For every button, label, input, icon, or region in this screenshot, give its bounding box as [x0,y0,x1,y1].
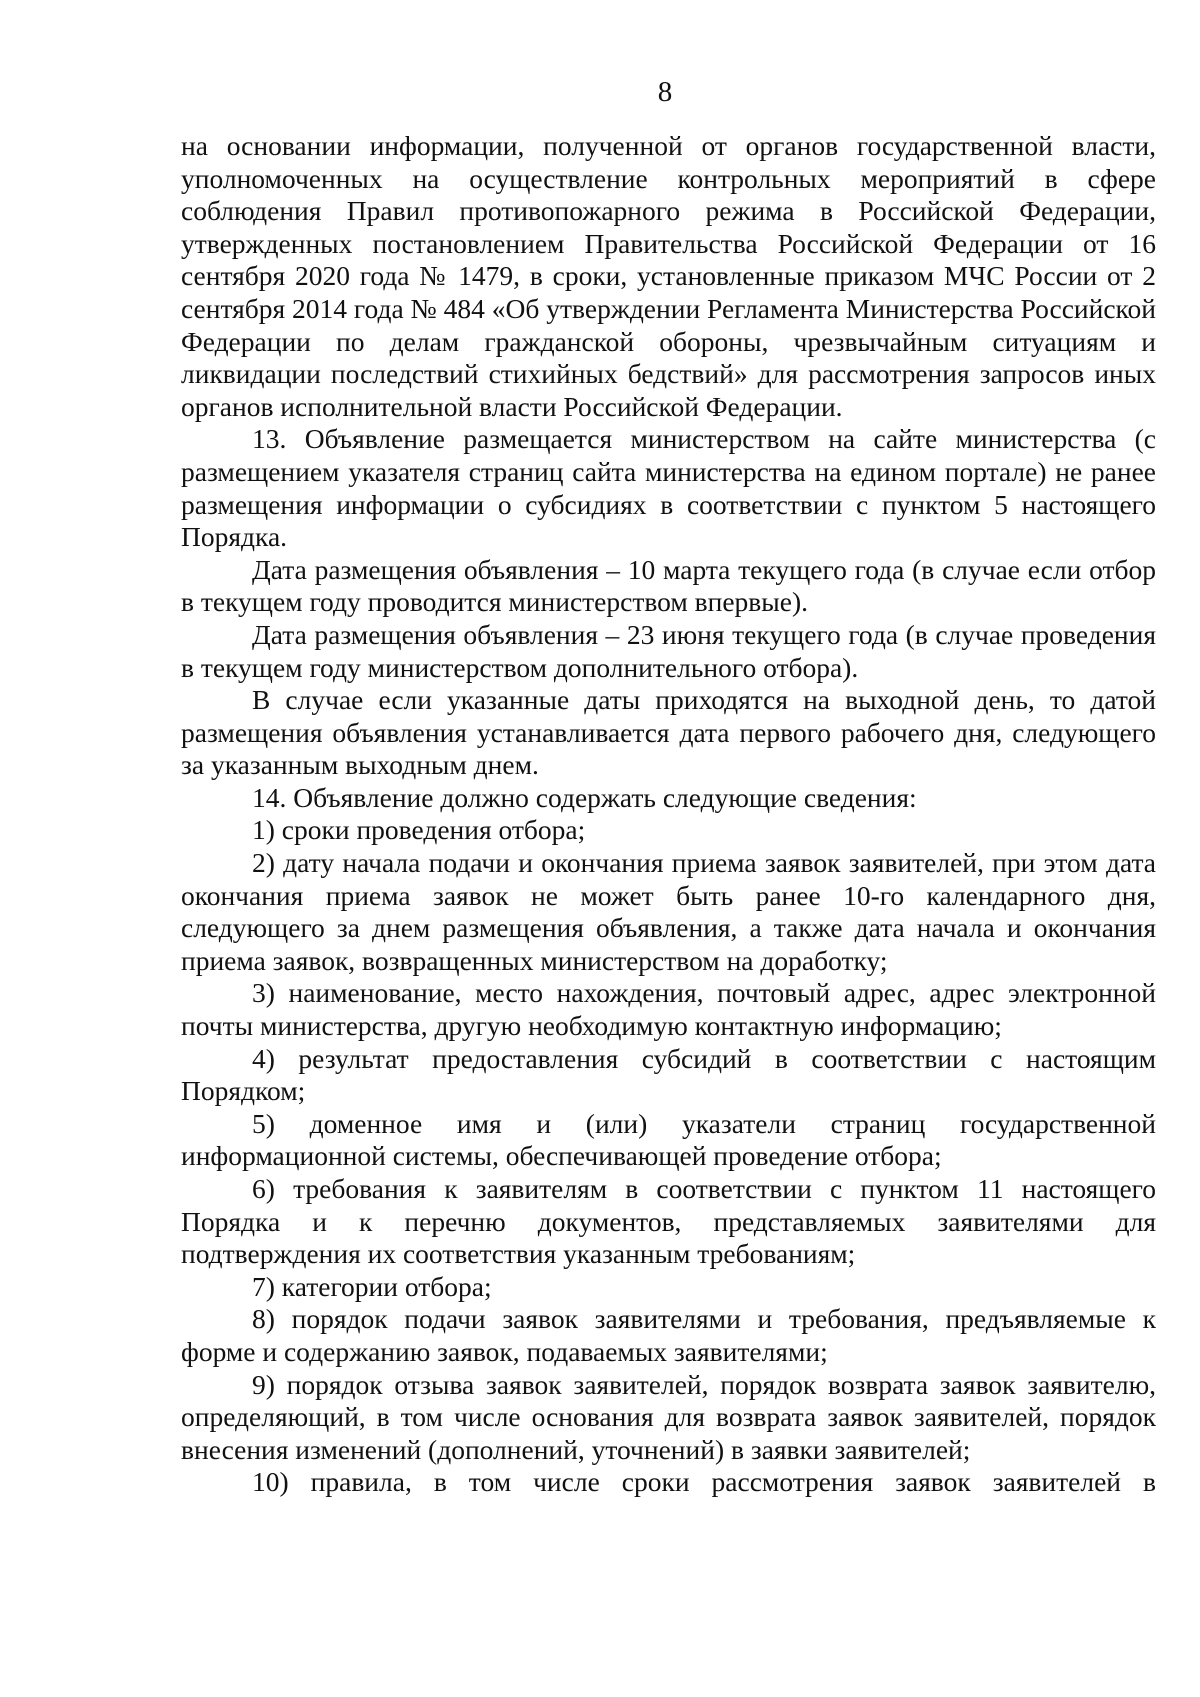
list-item-7: 7) категории отбора; [252,1270,492,1302]
list-item-1: 1) сроки проведения отбора; [252,814,586,846]
paragraph-item-13: 13. Объявление размещается министерством на сайте министерства (с размещением указателя страниц сайта министерства на едином портале) не ранее размещения информации о субсидиях в соответствии с пунктом 5 настоящего Порядка. [181,423,1156,553]
document-body [181,130,1156,1499]
paragraph-announcement-date-march: Дата размещения объявления – 10 марта текущего года (в случае если отбор в текущем году проводится министерством впервые). [181,553,1156,618]
list-item-10: 10) правила, в том числе сроки рассмотрения заявок заявителей в [252,1466,1156,1498]
paragraph-announcement-date-june: Дата размещения объявления – 23 июня текущего года (в случае проведения в текущем году министерством дополнительного отбора). [181,618,1156,683]
list-item-4: 4) результат предоставления субсидий в соответствии с настоящим Порядком; [181,1042,1156,1107]
paragraph-continuation: на основании информации, полученной от органов государственной власти, уполномоченных на осуществление контрольных мероприятий в сфере соблюдения Правил противопожарного режима в Российской Федерации, утвержденных постановлением Правительства Российской Федерации от 16 сентября 2020 года № 1479, в сроки, установленные приказом МЧС России от 2 сентября 2014 года № 484 «Об утверждении Регламента Министерства Российской Федерации по делам гражданской обороны, чрезвычайным ситуациям и ликвидации последствий стихийных бедствий» для рассмотрения запросов иных органов исполнительной власти Российской Федерации. [181,130,1156,422]
list-item-6: 6) требования к заявителям в соответствии с пунктом 11 настоящего Порядка и к перечню документов, представляемых заявителями для подтверждения их соответствия указанным требованиям; [181,1173,1156,1270]
list-item-8: 8) порядок подачи заявок заявителями и требования, предъявляемые к форме и содержанию заявок, подаваемых заявителями; [181,1303,1156,1367]
paragraph-item-14: 14. Объявление должно содержать следующие сведения: [252,781,917,813]
page-number: 8 [657,76,673,108]
list-item-3: 3) наименование, место нахождения, почтовый адрес, адрес электронной почты министерства, другую необходимую контактную информацию; [181,977,1156,1042]
list-item-9: 9) порядок отзыва заявок заявителей, порядок возврата заявок заявителю, определяющий, в том числе основания для возврата заявок заявителей, порядок внесения изменений (дополнений, уточнений) в заявки заявителей; [181,1368,1156,1465]
list-item-5: 5) доменное имя и (или) указатели страниц государственной информационной системы, обеспечивающей проведение отбора; [181,1107,1156,1172]
paragraph-weekend-rule: В случае если указанные даты приходятся на выходной день, то датой размещения объявления устанавливается дата первого рабочего дня, следующего за указанным выходным днем. [181,684,1156,781]
list-item-2: 2) дату начала подачи и окончания приема заявок заявителей, при этом дата окончания приема заявок не может быть ранее 10-го календарного дня, следующего за днем размещения объявления, а также дата начала и окончания приема заявок, возвращенных министерством на доработку; [181,847,1156,976]
